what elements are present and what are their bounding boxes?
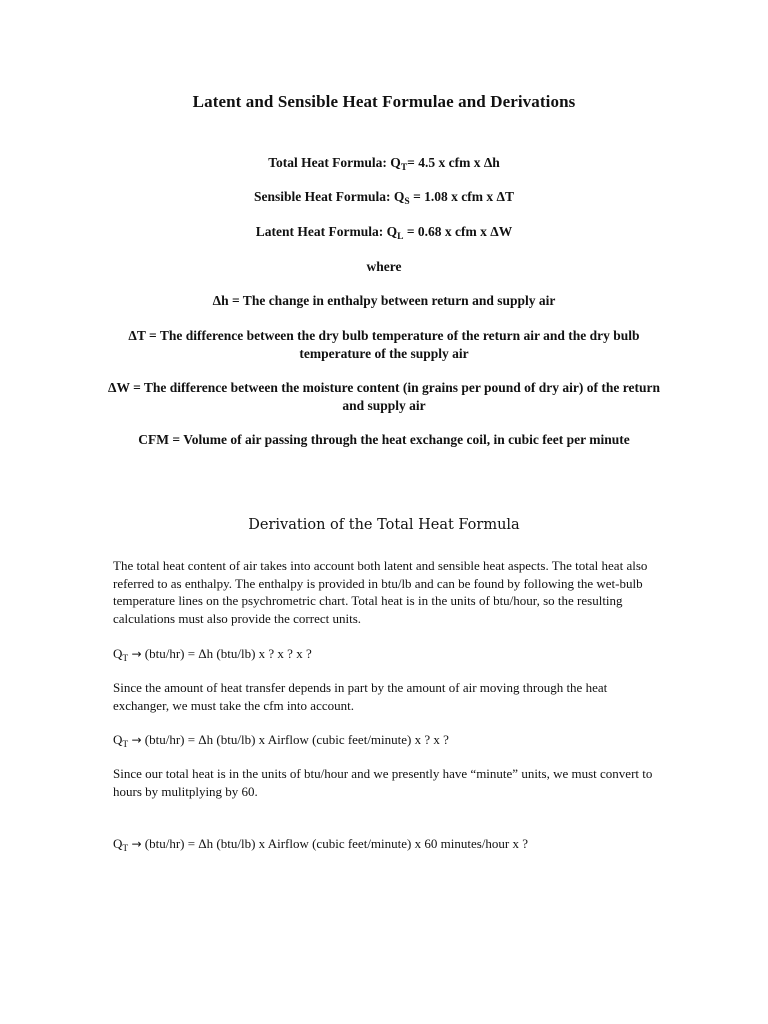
sensible-heat-formula [100,188,668,208]
where-label: where [366,259,402,274]
q-subscript: T [122,740,129,750]
q-symbol: Q [113,646,123,661]
latent-heat-formula-label: Latent Heat Formula: Q [255,224,398,239]
definition-cfm: CFM = Volume of air passing through the heat exchange coil, in cubic feet per minute [138,432,630,447]
definition-delta-h: Δh = The change in enthalpy between return and supply air [212,293,556,308]
q-subscript: T [122,844,129,854]
total-heat-formula [100,154,668,174]
equation-1 [113,645,658,665]
latent-heat-formula [100,223,668,243]
total-heat-subscript: T [400,163,408,173]
paragraph-intro: The total heat content of air takes into account both latent and sensible heat aspects. The total heat also referred to as enthalpy. The enthalpy is provided in btu/lb and can be found by following the wet-bulb temperature lines on the psychrometric chart. Total heat is in the units of btu/hour, so the resulting calculations must also provide the correct units. [113,558,648,626]
q-subscript: T [122,654,129,664]
definition-delta-w: ΔW = The difference between the moisture content (in grains per pound of dry air) of the return and supply air [108,380,660,413]
definition-delta-t: ΔT = The difference between the dry bulb temperature of the return air and the dry bulb temperature of the supply air [128,328,640,361]
latent-heat-formula-expression: = 0.68 x cfm x ΔW [403,224,513,239]
q-symbol: Q [113,836,123,851]
equation-3 [113,835,658,855]
document-title: Latent and Sensible Heat Formulae and Derivations [192,92,576,111]
arrow-right-icon: → [131,837,142,851]
section-heading: Derivation of the Total Heat Formula [248,517,520,533]
paragraph-conversion: Since our total heat is in the units of btu/hour and we presently have “minute” units, we must convert to hours by mulitplying by 60. [113,766,653,799]
q-symbol: Q [113,732,123,747]
equation-2 [113,731,658,751]
equation-2-text: (btu/hr) = Δh (btu/lb) x Airflow (cubic feet/minute) x ? x ? [141,732,449,747]
total-heat-formula-expression: = 4.5 x cfm x Δh [407,155,500,170]
total-heat-formula-label: Total Heat Formula: Q [268,155,401,170]
arrow-right-icon: → [131,733,142,747]
latent-heat-subscript: L [397,232,404,242]
equation-1-text: (btu/hr) = Δh (btu/lb) x ? x ? x ? [141,646,312,661]
arrow-right-icon: → [131,647,142,661]
sensible-heat-formula-label: Sensible Heat Formula: Q [254,189,405,204]
sensible-heat-subscript: S [404,197,410,207]
sensible-heat-formula-expression: = 1.08 x cfm x ΔT [409,189,514,204]
paragraph-cfm: Since the amount of heat transfer depends in part by the amount of air moving through the heat exchanger, we must take the cfm into account. [113,680,608,713]
equation-3-text: (btu/hr) = Δh (btu/lb) x Airflow (cubic feet/minute) x 60 minutes/hour x ? [141,836,528,851]
